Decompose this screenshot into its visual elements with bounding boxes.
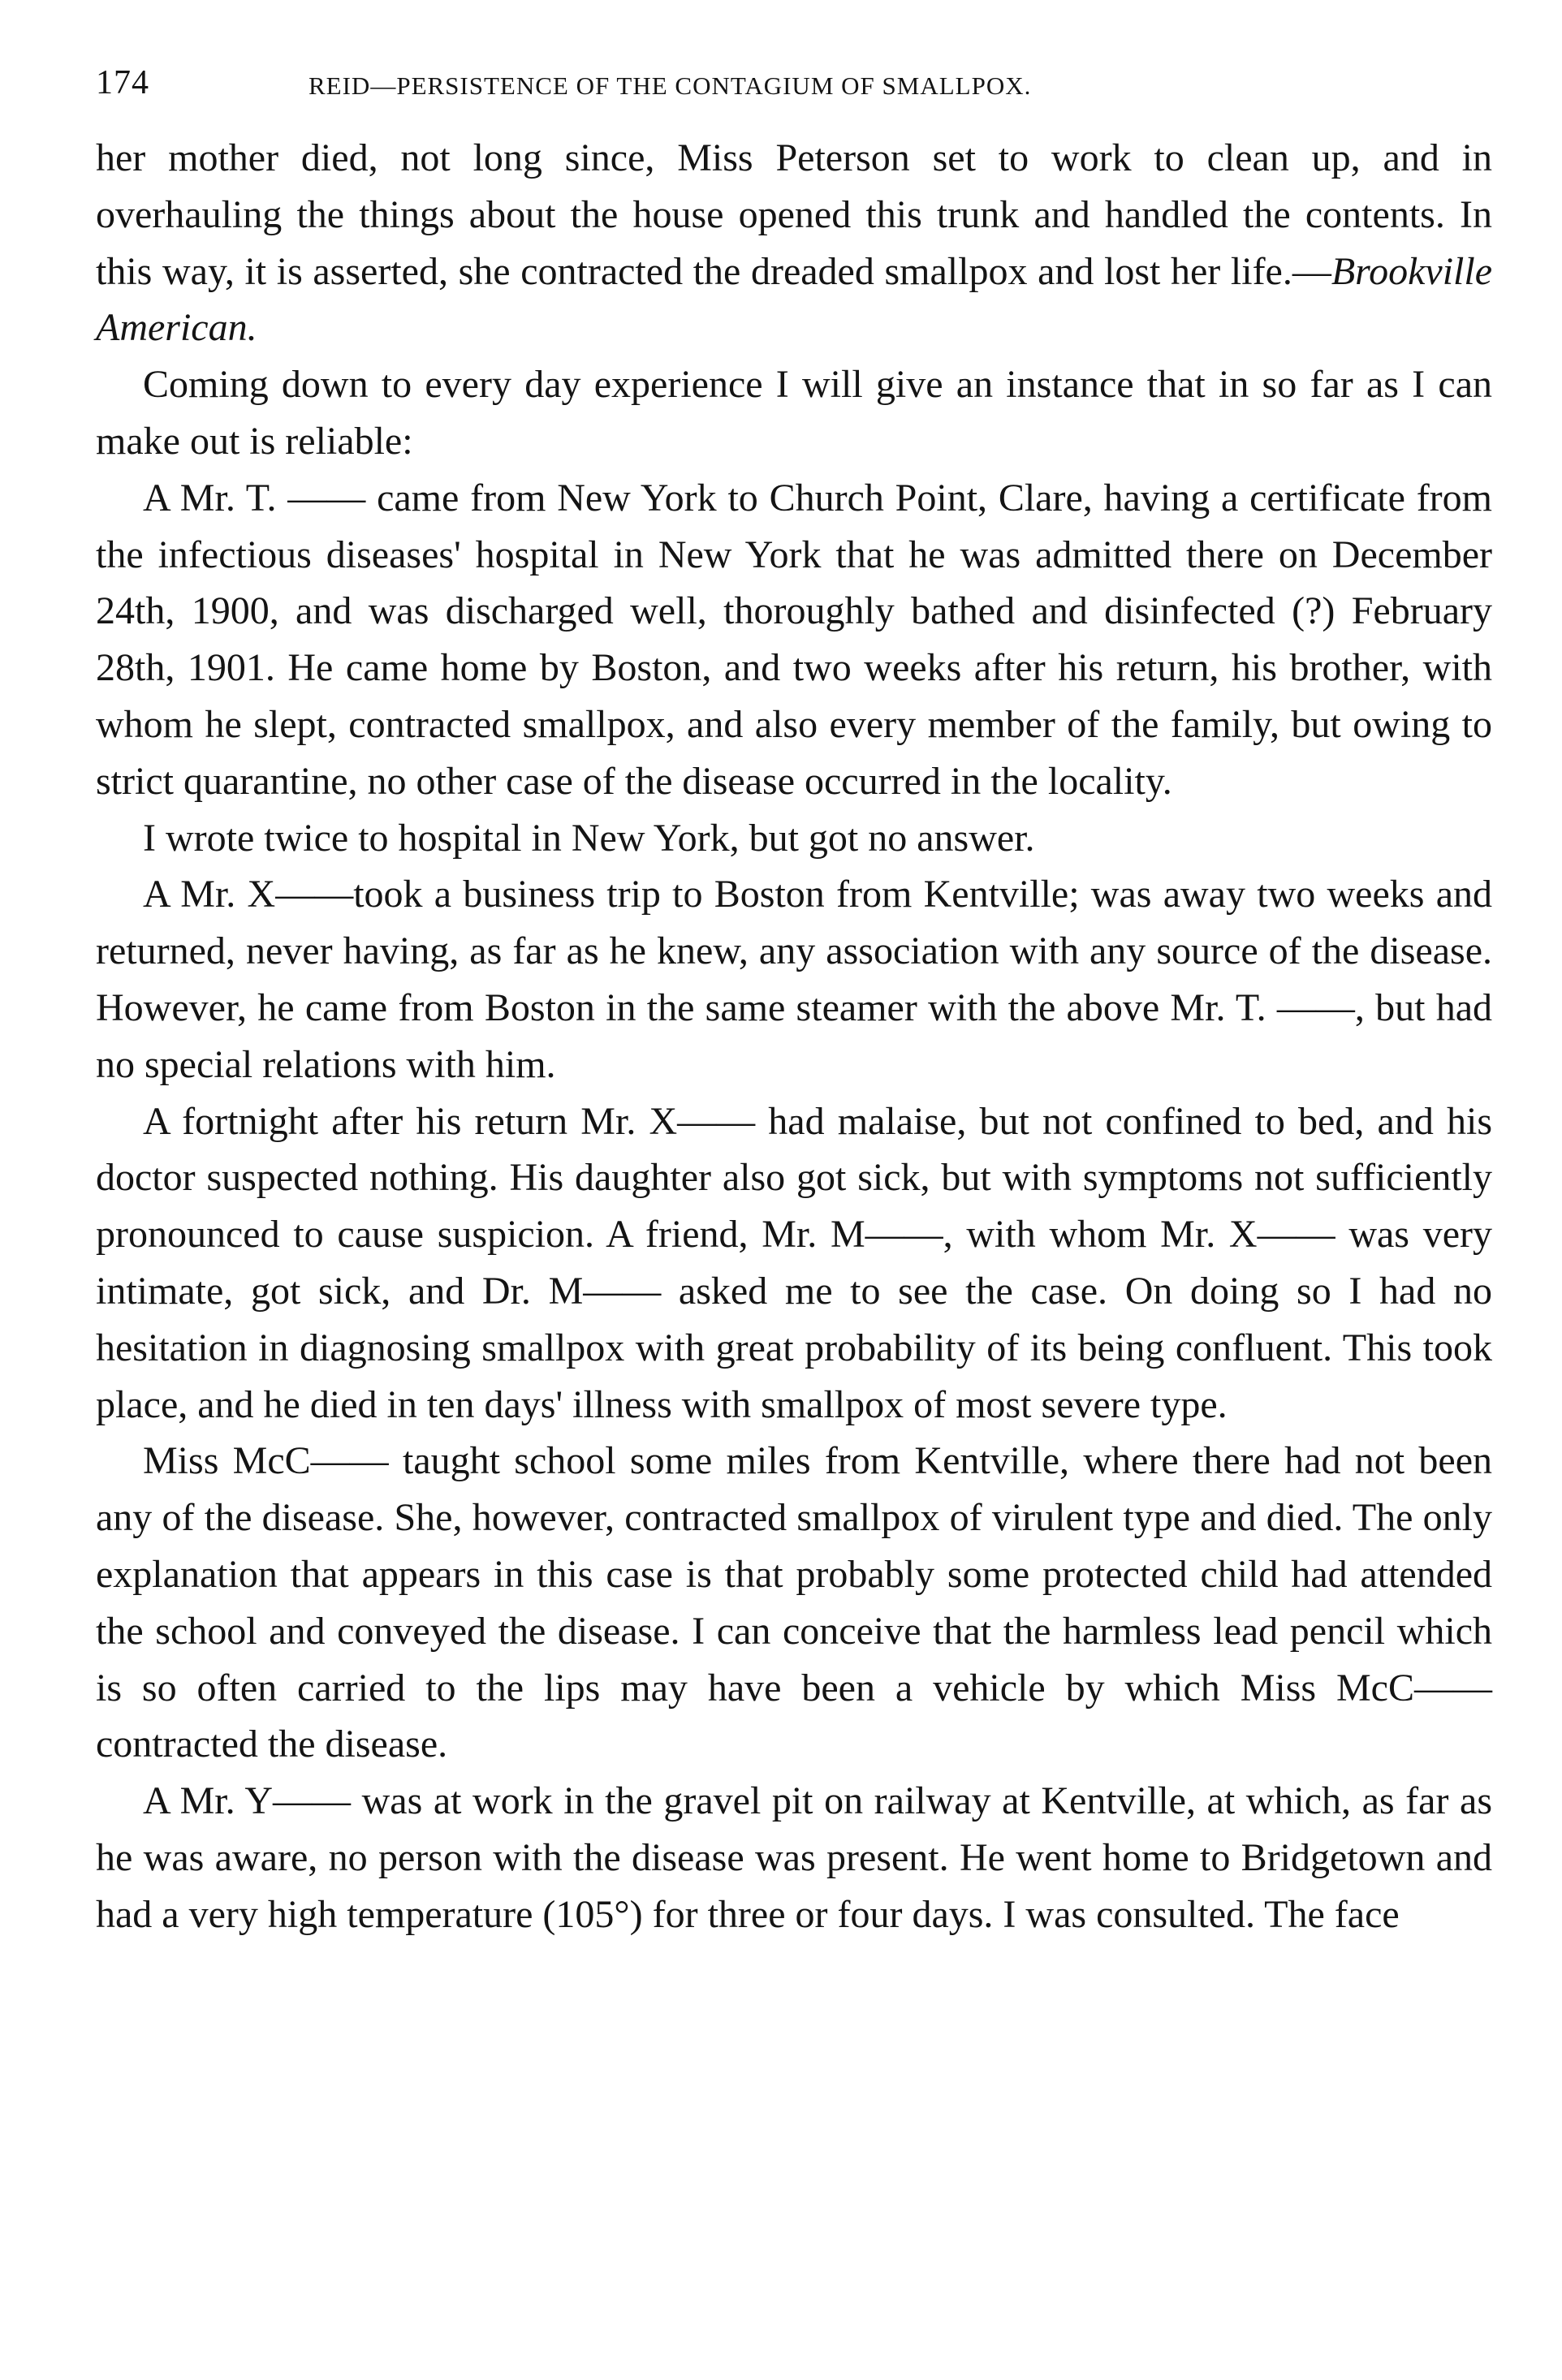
running-title: REID—PERSISTENCE OF THE CONTAGIUM OF SMALLPOX. [309, 71, 1032, 100]
source-citation: Brookville American. [96, 249, 1492, 350]
page [96, 63, 1492, 1943]
paragraph-intro: Coming down to every day experience I will give an instance that in so far as I can make out is reliable: [96, 363, 1492, 463]
paragraph-case-mr-t: A Mr. T. —— came from New York to Church Point, Clare, having a certificate from the infectious diseases' hospital in New York that he was admitted there on December 24th, 1900, and was discharged well, thoroughly bathed and disinfected (?) February 28th, 1901. He came home by Boston, and two weeks after his return, his brother, with whom he slept, contracted smallpox, and also every member of the family, but owing to strict quarantine, no other case of the disease occurred in the locality. [96, 476, 1492, 803]
paragraph-case-mr-y: A Mr. Y—— was at work in the gravel pit on railway at Kentville, at which, as far as he was aware, no person with the disease was present. He went home to Bridgetown and had a very high temperature (105°) for three or four days. I was consulted. The face [96, 1779, 1492, 1936]
paragraph-case-miss-mcc: Miss McC—— taught school some miles from Kentville, where there had not been any of the disease. She, however, contracted smallpox of virulent type and died. The only explanation that appears in this case is that probably some protected child had attended the school and conveyed the disease. I can conceive that the harmless lead pencil which is so often carried to the lips may have been a vehicle by which Miss McC—— contracted the disease. [96, 1439, 1492, 1766]
paragraph-hospital-letter: I wrote twice to hospital in New York, but got no answer. [143, 816, 1035, 860]
page-number: 174 [96, 64, 149, 101]
paragraph-text: her mother died, not long since, Miss Peterson set to work to clean up, and in overhauling the things about the house opened this trunk and handled the contents. In this way, it is asserted, she contracted the dreaded smallpox and lost her life.— [96, 136, 1492, 293]
paragraph-continuation [96, 130, 1492, 356]
paragraph-case-mr-m: A fortnight after his return Mr. X—— had malaise, but not confined to bed, and his doctor suspected nothing. His daughter also got sick, but with symptoms not sufficiently pronounced to cause suspicion. A friend, Mr. M——, with whom Mr. X—— was very intimate, got sick, and Dr. M—— asked me to see the case. On doing so I had no hesitation in diagnosing smallpox with great probability of its being confluent. This took place, and he died in ten days' illness with smallpox of most severe type. [96, 1099, 1492, 1426]
running-head [96, 63, 1492, 112]
paragraph-case-mr-x: A Mr. X——took a business trip to Boston from Kentville; was away two weeks and returned, never having, as far as he knew, any association with any source of the disease. However, he came from Boston in the same steamer with the above Mr. T. ——, but had no special relations with him. [96, 873, 1492, 1086]
